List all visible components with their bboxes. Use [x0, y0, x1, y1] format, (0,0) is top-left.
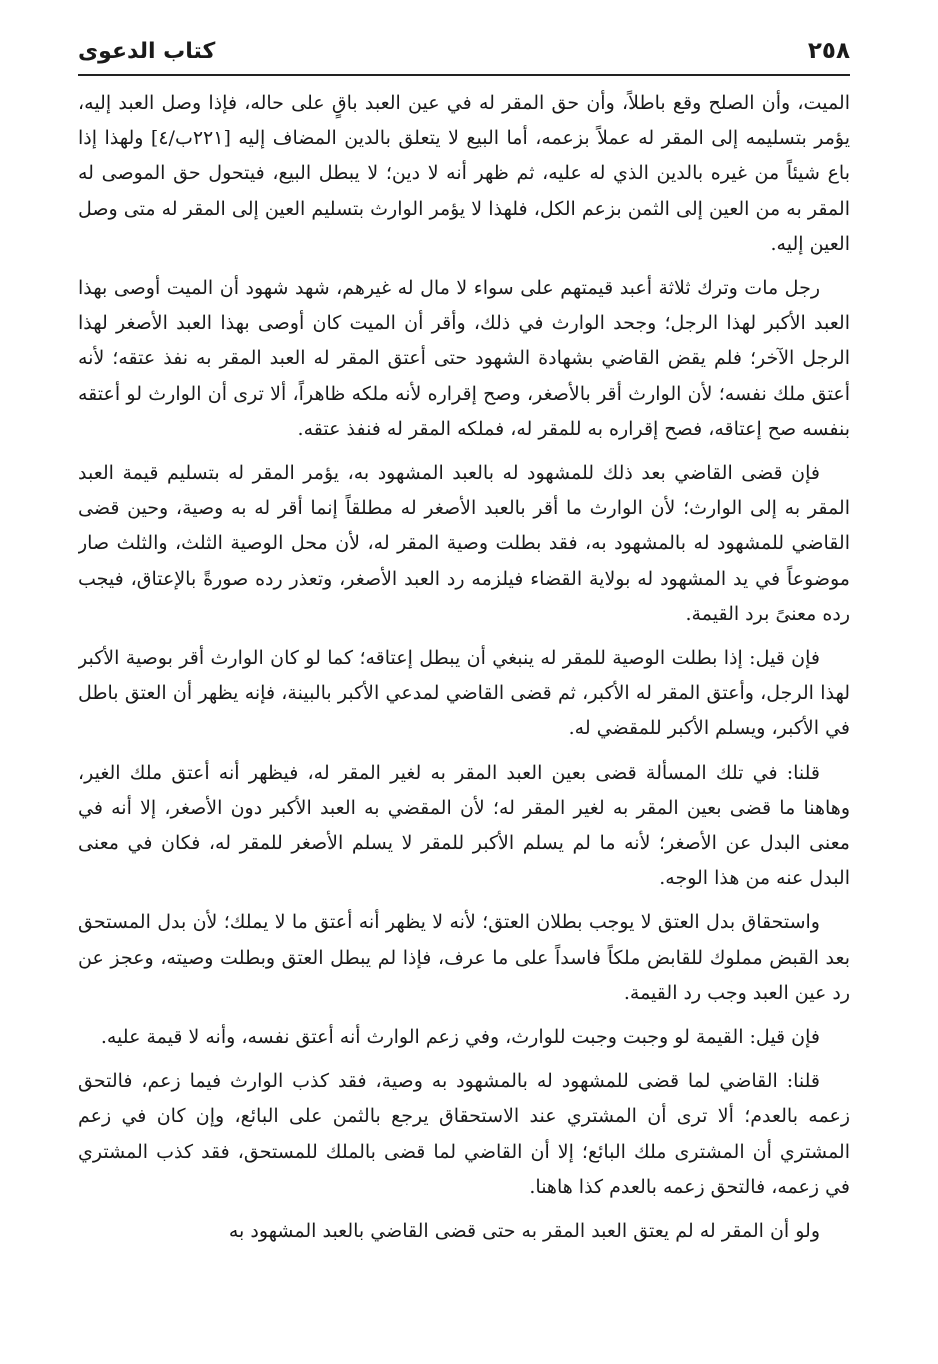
header-rule	[78, 74, 850, 76]
document-page	[78, 28, 850, 1348]
paragraph: واستحقاق بدل العتق لا يوجب بطلان العتق؛ لأنه لا يظهر أنه أعتق ما لا يملك؛ لأن بدل المستحق بعد القبض مملوك للقابض ملكاً فاسداً على ما عرف، فإذا لم يبطل العتق وبطلت وصيته، وعجز عن رد عين العبد وجب رد القيمة.	[78, 911, 850, 1004]
paragraph: قلنا: في تلك المسألة قضى بعين العبد المقر به لغير المقر له، فيظهر أنه أعتق ملك الغير، وهاهنا ما قضى بعين المقر به لغير المقر له؛ لأن المقضي به العبد الأكبر دون الأصغر، إلا أنه في معنى البدل عن الأصغر؛ لأنه ما لم يسلم الأكبر للمقر لا يسلم الأصغر للمقر له، فكان في معنى البدل عنه من هذا الوجه.	[78, 761, 850, 890]
page-header	[78, 28, 850, 74]
paragraph: فإن قيل: إذا بطلت الوصية للمقر له ينبغي أن يبطل إعتاقه؛ كما لو كان الوارث أقر بوصية الأكبر لهذا الرجل، وأعتق المقر له الأكبر، ثم قضى القاضي لمدعي الأكبر بالبينة، فإنه يظهر أن العتق باطل في الأكبر، ويسلم الأكبر للمقضي له.	[78, 647, 850, 740]
body-text	[78, 86, 850, 1249]
paragraph: فإن قضى القاضي بعد ذلك للمشهود له بالعبد المشهود به، يؤمر المقر له بتسليم قيمة العبد المقر به إلى الوارث؛ لأن الوارث ما أقر بالعبد الأصغر له مطلقاً إنما أقر له به وصية، وحين قضى القاضي للمشهود له بالمشهود به، فقد بطلت وصية المقر له، لأن محل الوصية الثلث، والثلث صار موضوعاً في يد المشهود له بولاية القضاء فيلزمه رد العبد الأصغر، وتعذر رده صورةً بالإعتاق، فيجب رده معنىً برد القيمة.	[78, 462, 850, 625]
paragraph: رجل مات وترك ثلاثة أعبد قيمتهم على سواء لا مال له غيرهم، شهد شهود أن الميت أوصى بهذا العبد الأكبر لهذا الرجل؛ وجحد الوارث في ذلك، وأقر أن الميت كان أوصى بهذا العبد الأصغر لهذا الرجل الآخر؛ فلم يقض القاضي بشهادة الشهود حتى أعتق المقر له العبد المقر به نفذ عتقه؛ لأنه أعتق ملك نفسه؛ لأن الوارث أقر بالأصغر، وصح إقراره لأنه ملكه ظاهراً، ألا ترى أن الوارث لو أعتقه بنفسه صح إعتاقه، فصح إقراره به للمقر له، فملكه المقر له فنفذ عتقه.	[78, 277, 850, 440]
paragraph: فإن قيل: القيمة لو وجبت وجبت للوارث، وفي زعم الوارث أنه أعتق نفسه، وأنه لا قيمة عليه.	[100, 1026, 820, 1049]
paragraph: قلنا: القاضي لما قضى للمشهود له بالمشهود به وصية، فقد كذب الوارث فيما زعم، فالتحق زعمه بالعدم؛ ألا ترى أن المشتري عند الاستحقاق يرجع بالثمن على البائع، وإن كان في زعم المشتري أن المشترى ملك البائع؛ إلا أن القاضي لما قضى بالملك للمستحق، فقد كذب المشتري في زعمه، فالتحق زعمه بالعدم كذا هاهنا.	[78, 1070, 850, 1198]
paragraph: الميت، وأن الصلح وقع باطلاً، وأن حق المقر له في عين العبد باقٍ على حاله، فإذا وصل العبد إليه، يؤمر بتسليمه إلى المقر له عملاً بزعمه، أما البيع لا يتعلق بالدين المضاف إليه [٢٢١ب/٤] ولهذا إذا باع شيئاً من غيره بالدين الذي له عليه، ثم ظهر أنه لا دين؛ لا يبطل البيع، فيتحول حق الموصى له المقر به من العين إلى الثمن بزعم الكل، فلهذا لا يؤمر الوارث بتسليم العين إلى المقر له متى وصل العين إليه.	[78, 92, 850, 255]
page-number: ٢٥٨	[807, 38, 850, 64]
running-title: كتاب الدعوى	[78, 38, 216, 64]
paragraph: ولو أن المقر له لم يعتق العبد المقر به حتى قضى القاضي بالعبد المشهود به	[228, 1220, 820, 1243]
